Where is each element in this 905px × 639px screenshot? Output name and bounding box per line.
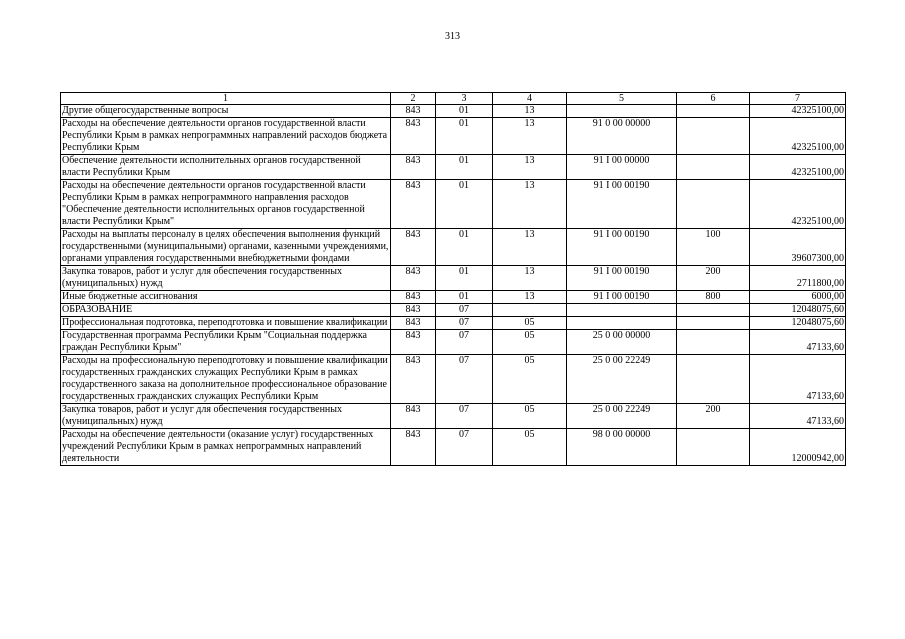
row-section-cell: 07 — [436, 429, 493, 466]
row-name-cell: Расходы на профессиональную переподготовку и повышение квалификации государственных гражданских служащих Республики Крым в рамках государственного заказа на дополнительное профессиональное образование государственных гражданских служащих Республики Крым — [61, 355, 391, 404]
row-name-cell: Расходы на обеспечение деятельности органов государственной власти Республики Крым в рамках непрограммного направления расходов "Обеспечение деятельности исполнительных органов государственной власти Республики Крым" — [61, 180, 391, 229]
row-subsection-cell: 13 — [493, 180, 567, 229]
row-section-cell: 01 — [436, 229, 493, 266]
table-row — [61, 304, 846, 317]
row-subsection-cell: 13 — [493, 105, 567, 118]
row-amount-cell: 47133,60 — [750, 355, 846, 404]
header-cell: 5 — [567, 93, 677, 105]
page-number: 313 — [445, 31, 460, 42]
table-row — [61, 291, 846, 304]
row-amount-cell: 12048075,60 — [750, 304, 846, 317]
row-name-cell: Закупка товаров, работ и услуг для обеспечения государственных (муниципальных) нужд — [61, 266, 391, 291]
row-amount-cell: 47133,60 — [750, 404, 846, 429]
row-expense-type-cell — [677, 118, 750, 155]
row-target-article-cell: 91 I 00 00190 — [567, 180, 677, 229]
row-subsection-cell — [493, 304, 567, 317]
header-cell: 4 — [493, 93, 567, 105]
row-target-article-cell: 25 0 00 00000 — [567, 330, 677, 355]
table-row — [61, 404, 846, 429]
row-name-cell: Государственная программа Республики Крым "Социальная поддержка граждан Республики Крым" — [61, 330, 391, 355]
row-target-article-cell: 25 0 00 22249 — [567, 355, 677, 404]
row-ved-cell: 843 — [391, 330, 436, 355]
row-amount-cell: 39607300,00 — [750, 229, 846, 266]
row-name-cell: Закупка товаров, работ и услуг для обеспечения государственных (муниципальных) нужд — [61, 404, 391, 429]
row-amount-cell: 12000942,00 — [750, 429, 846, 466]
row-subsection-cell: 05 — [493, 404, 567, 429]
row-target-article-cell — [567, 304, 677, 317]
row-expense-type-cell: 200 — [677, 266, 750, 291]
row-ved-cell: 843 — [391, 105, 436, 118]
row-target-article-cell — [567, 105, 677, 118]
row-subsection-cell: 13 — [493, 266, 567, 291]
table-row — [61, 317, 846, 330]
header-cell: 1 — [61, 93, 391, 105]
row-section-cell: 07 — [436, 304, 493, 317]
row-name-cell: Расходы на обеспечение деятельности органов государственной власти Республики Крым в рамках непрограммных направлений расходов бюджета Республики Крым — [61, 118, 391, 155]
row-subsection-cell: 13 — [493, 118, 567, 155]
row-subsection-cell: 05 — [493, 330, 567, 355]
row-name-cell: Расходы на выплаты персоналу в целях обеспечения выполнения функций государственными (муниципальными) органами, казенными учреждениями, органами управления государственными внебюджетными фондами — [61, 229, 391, 266]
row-subsection-cell: 13 — [493, 291, 567, 304]
row-expense-type-cell: 200 — [677, 404, 750, 429]
header-cell: 2 — [391, 93, 436, 105]
row-expense-type-cell — [677, 105, 750, 118]
row-amount-cell: 42325100,00 — [750, 155, 846, 180]
row-expense-type-cell — [677, 330, 750, 355]
table-row — [61, 105, 846, 118]
row-section-cell: 01 — [436, 180, 493, 229]
row-amount-cell: 12048075,60 — [750, 317, 846, 330]
row-amount-cell: 42325100,00 — [750, 180, 846, 229]
row-section-cell: 01 — [436, 266, 493, 291]
row-name-cell: Профессиональная подготовка, переподготовка и повышение квалификации — [61, 317, 391, 330]
table-row — [61, 155, 846, 180]
row-target-article-cell: 91 I 00 00000 — [567, 155, 677, 180]
header-cell: 7 — [750, 93, 846, 105]
table-row — [61, 429, 846, 466]
row-amount-cell: 42325100,00 — [750, 105, 846, 118]
row-amount-cell: 2711800,00 — [750, 266, 846, 291]
row-name-cell: Иные бюджетные ассигнования — [61, 291, 391, 304]
row-target-article-cell — [567, 317, 677, 330]
row-amount-cell: 42325100,00 — [750, 118, 846, 155]
row-subsection-cell: 13 — [493, 155, 567, 180]
row-ved-cell: 843 — [391, 404, 436, 429]
row-expense-type-cell — [677, 180, 750, 229]
header-cell: 3 — [436, 93, 493, 105]
row-subsection-cell: 05 — [493, 355, 567, 404]
row-subsection-cell: 13 — [493, 229, 567, 266]
row-ved-cell: 843 — [391, 291, 436, 304]
row-section-cell: 01 — [436, 105, 493, 118]
row-target-article-cell: 91 0 00 00000 — [567, 118, 677, 155]
row-target-article-cell: 91 I 00 00190 — [567, 229, 677, 266]
row-section-cell: 01 — [436, 118, 493, 155]
row-ved-cell: 843 — [391, 355, 436, 404]
row-amount-cell: 6000,00 — [750, 291, 846, 304]
row-section-cell: 07 — [436, 330, 493, 355]
table-row — [61, 330, 846, 355]
row-target-article-cell: 91 I 00 00190 — [567, 266, 677, 291]
row-target-article-cell: 91 I 00 00190 — [567, 291, 677, 304]
table-row — [61, 180, 846, 229]
row-expense-type-cell: 100 — [677, 229, 750, 266]
row-section-cell: 07 — [436, 404, 493, 429]
row-ved-cell: 843 — [391, 155, 436, 180]
table-row — [61, 355, 846, 404]
row-expense-type-cell — [677, 304, 750, 317]
row-ved-cell: 843 — [391, 118, 436, 155]
table-row — [61, 118, 846, 155]
table-row — [61, 266, 846, 291]
row-expense-type-cell: 800 — [677, 291, 750, 304]
row-target-article-cell: 25 0 00 22249 — [567, 404, 677, 429]
row-ved-cell: 843 — [391, 304, 436, 317]
row-section-cell: 01 — [436, 155, 493, 180]
row-target-article-cell: 98 0 00 00000 — [567, 429, 677, 466]
row-section-cell: 01 — [436, 291, 493, 304]
row-ved-cell: 843 — [391, 180, 436, 229]
row-ved-cell: 843 — [391, 266, 436, 291]
row-ved-cell: 843 — [391, 317, 436, 330]
row-expense-type-cell — [677, 355, 750, 404]
header-cell: 6 — [677, 93, 750, 105]
row-expense-type-cell — [677, 429, 750, 466]
row-subsection-cell: 05 — [493, 429, 567, 466]
row-expense-type-cell — [677, 155, 750, 180]
row-name-cell: Расходы на обеспечение деятельности (оказание услуг) государственных учреждений Республики Крым в рамках непрограммных направлений деятельности — [61, 429, 391, 466]
row-section-cell: 07 — [436, 317, 493, 330]
row-name-cell: ОБРАЗОВАНИЕ — [61, 304, 391, 317]
row-name-cell: Другие общегосударственные вопросы — [61, 105, 391, 118]
row-section-cell: 07 — [436, 355, 493, 404]
row-ved-cell: 843 — [391, 429, 436, 466]
row-ved-cell: 843 — [391, 229, 436, 266]
table-header-row — [61, 93, 846, 105]
table-row — [61, 229, 846, 266]
row-subsection-cell: 05 — [493, 317, 567, 330]
budget-table — [60, 92, 846, 466]
row-expense-type-cell — [677, 317, 750, 330]
row-name-cell: Обеспечение деятельности исполнительных органов государственной власти Республики Крым — [61, 155, 391, 180]
row-amount-cell: 47133,60 — [750, 330, 846, 355]
